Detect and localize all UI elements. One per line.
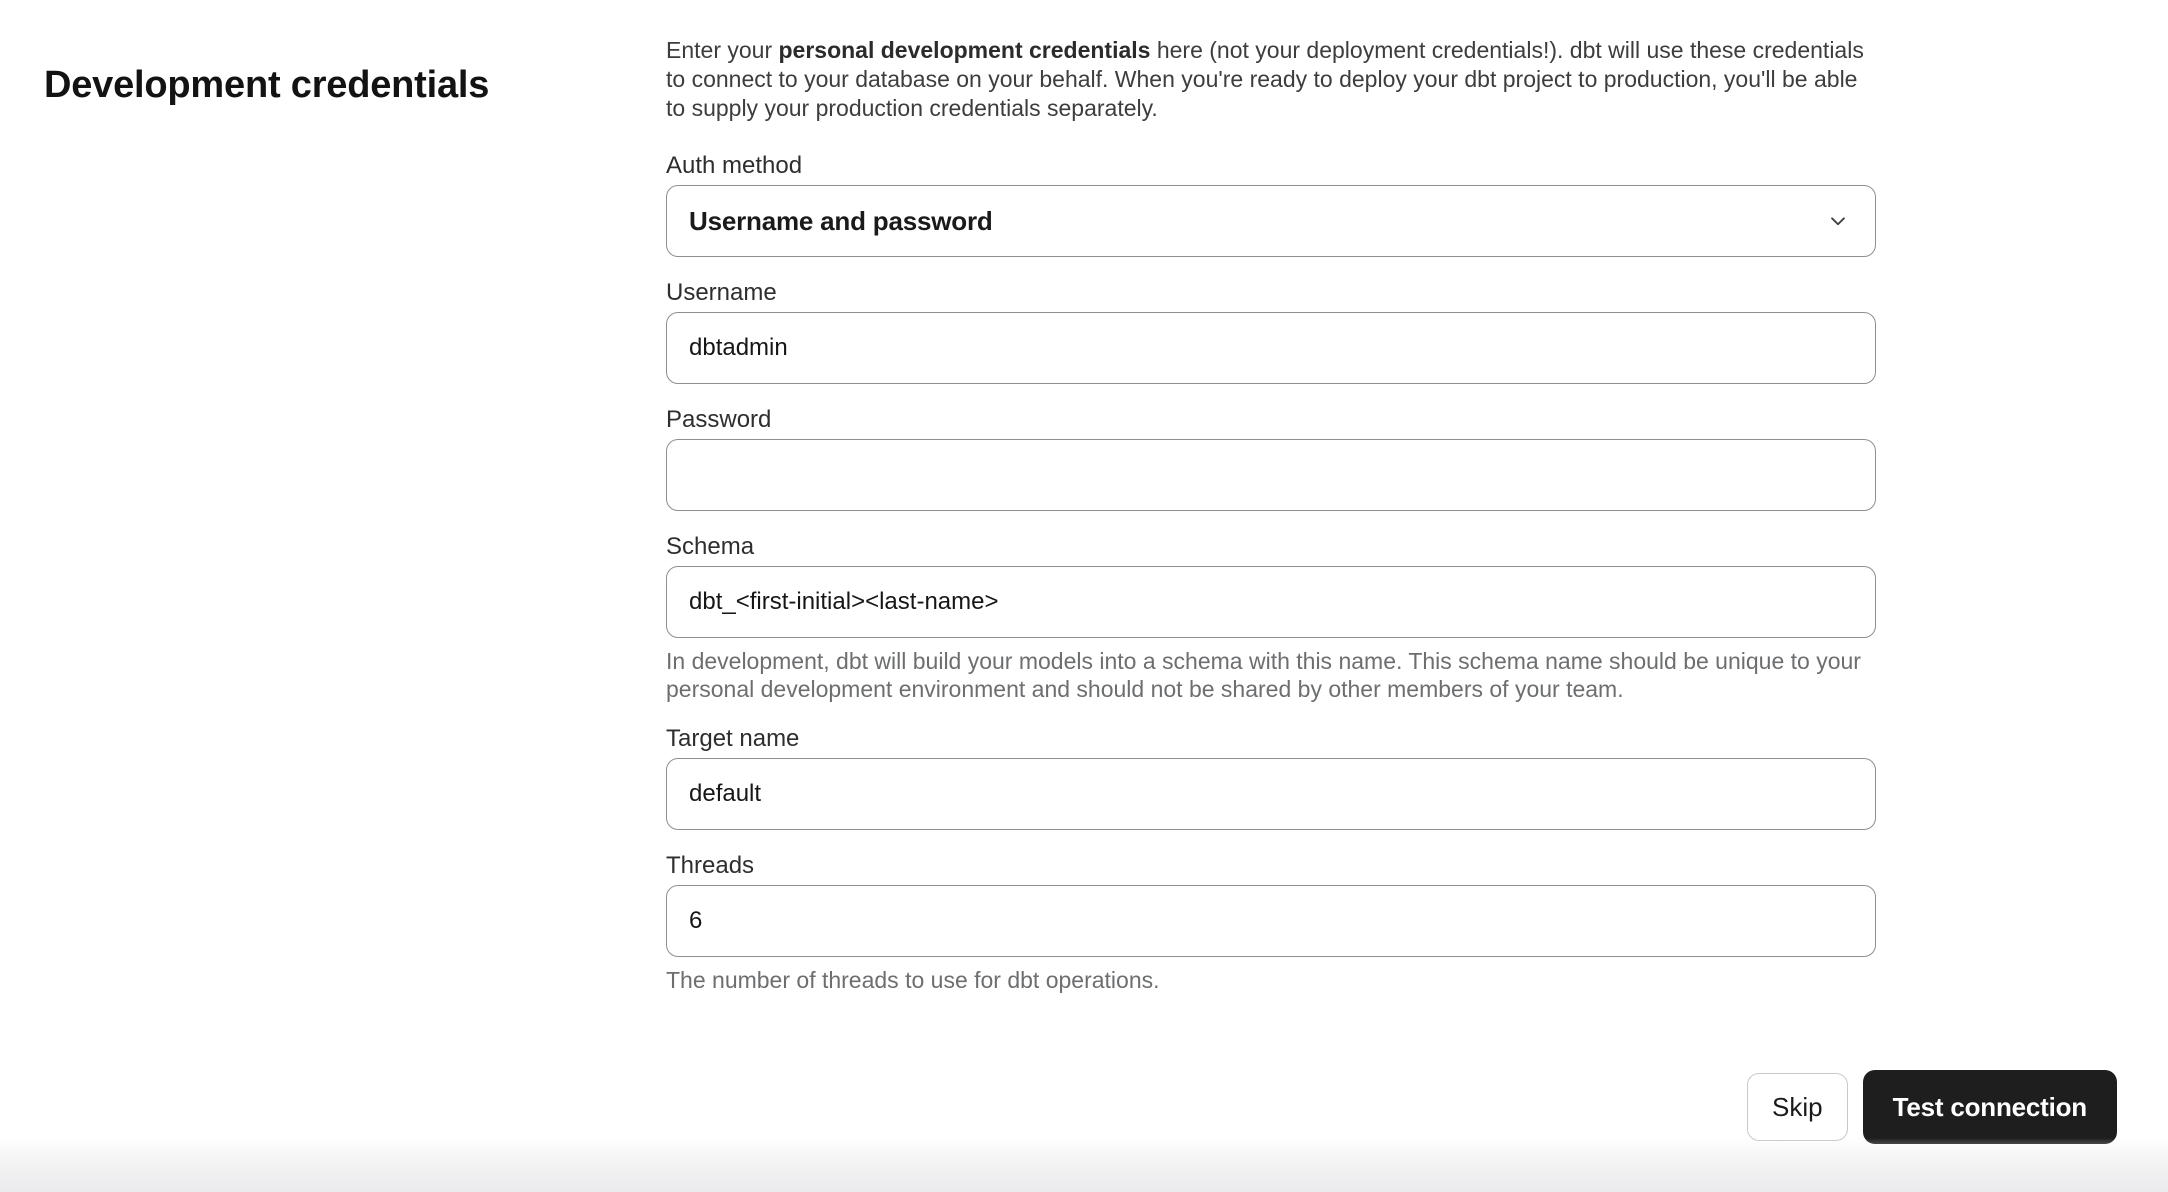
auth-method-label: Auth method (666, 152, 803, 179)
schema-helper-text: In development, dbt will build your models into a schema with this name. This schema name should be unique to your personal development environment and should not be shared by other members of your team. (666, 648, 1861, 702)
username-group (666, 280, 1876, 384)
password-label: Password (666, 406, 772, 433)
target-name-group (666, 726, 1876, 830)
schema-label: Schema (666, 533, 755, 560)
auth-method-select[interactable] (666, 185, 1876, 257)
schema-input[interactable] (666, 566, 1876, 638)
username-label: Username (666, 279, 777, 306)
password-input[interactable] (666, 439, 1876, 511)
bottom-gradient-band (0, 1138, 2168, 1192)
intro-paragraph (666, 36, 1876, 123)
auth-method-selected-value: Username and password (689, 205, 993, 236)
schema-group (666, 534, 1876, 703)
page-title: Development credentials (44, 64, 490, 107)
threads-label: Threads (666, 852, 755, 879)
intro-text-start: Enter your (666, 37, 779, 63)
threads-group (666, 853, 1876, 994)
skip-button[interactable]: Skip (1747, 1073, 1848, 1141)
target-name-input[interactable] (666, 758, 1876, 830)
credentials-form (666, 36, 1876, 1017)
intro-text-bold: personal development credentials (778, 37, 1151, 63)
auth-method-group (666, 153, 1876, 257)
footer-actions (1747, 1070, 2117, 1144)
target-name-label: Target name (666, 725, 800, 752)
threads-helper-text: The number of threads to use for dbt operations. (666, 967, 1160, 993)
chevron-down-icon (1825, 208, 1851, 234)
password-group (666, 407, 1876, 511)
username-input[interactable] (666, 312, 1876, 384)
threads-input[interactable] (666, 885, 1876, 957)
intro-text-end: here (not your deployment credentials!). dbt will use these credentials to connect to your database on your behalf. When you're ready to deploy your dbt project to production, you'll be able to supply your production credentials separately. (666, 37, 1864, 121)
test-connection-button[interactable]: Test connection (1863, 1070, 2117, 1144)
